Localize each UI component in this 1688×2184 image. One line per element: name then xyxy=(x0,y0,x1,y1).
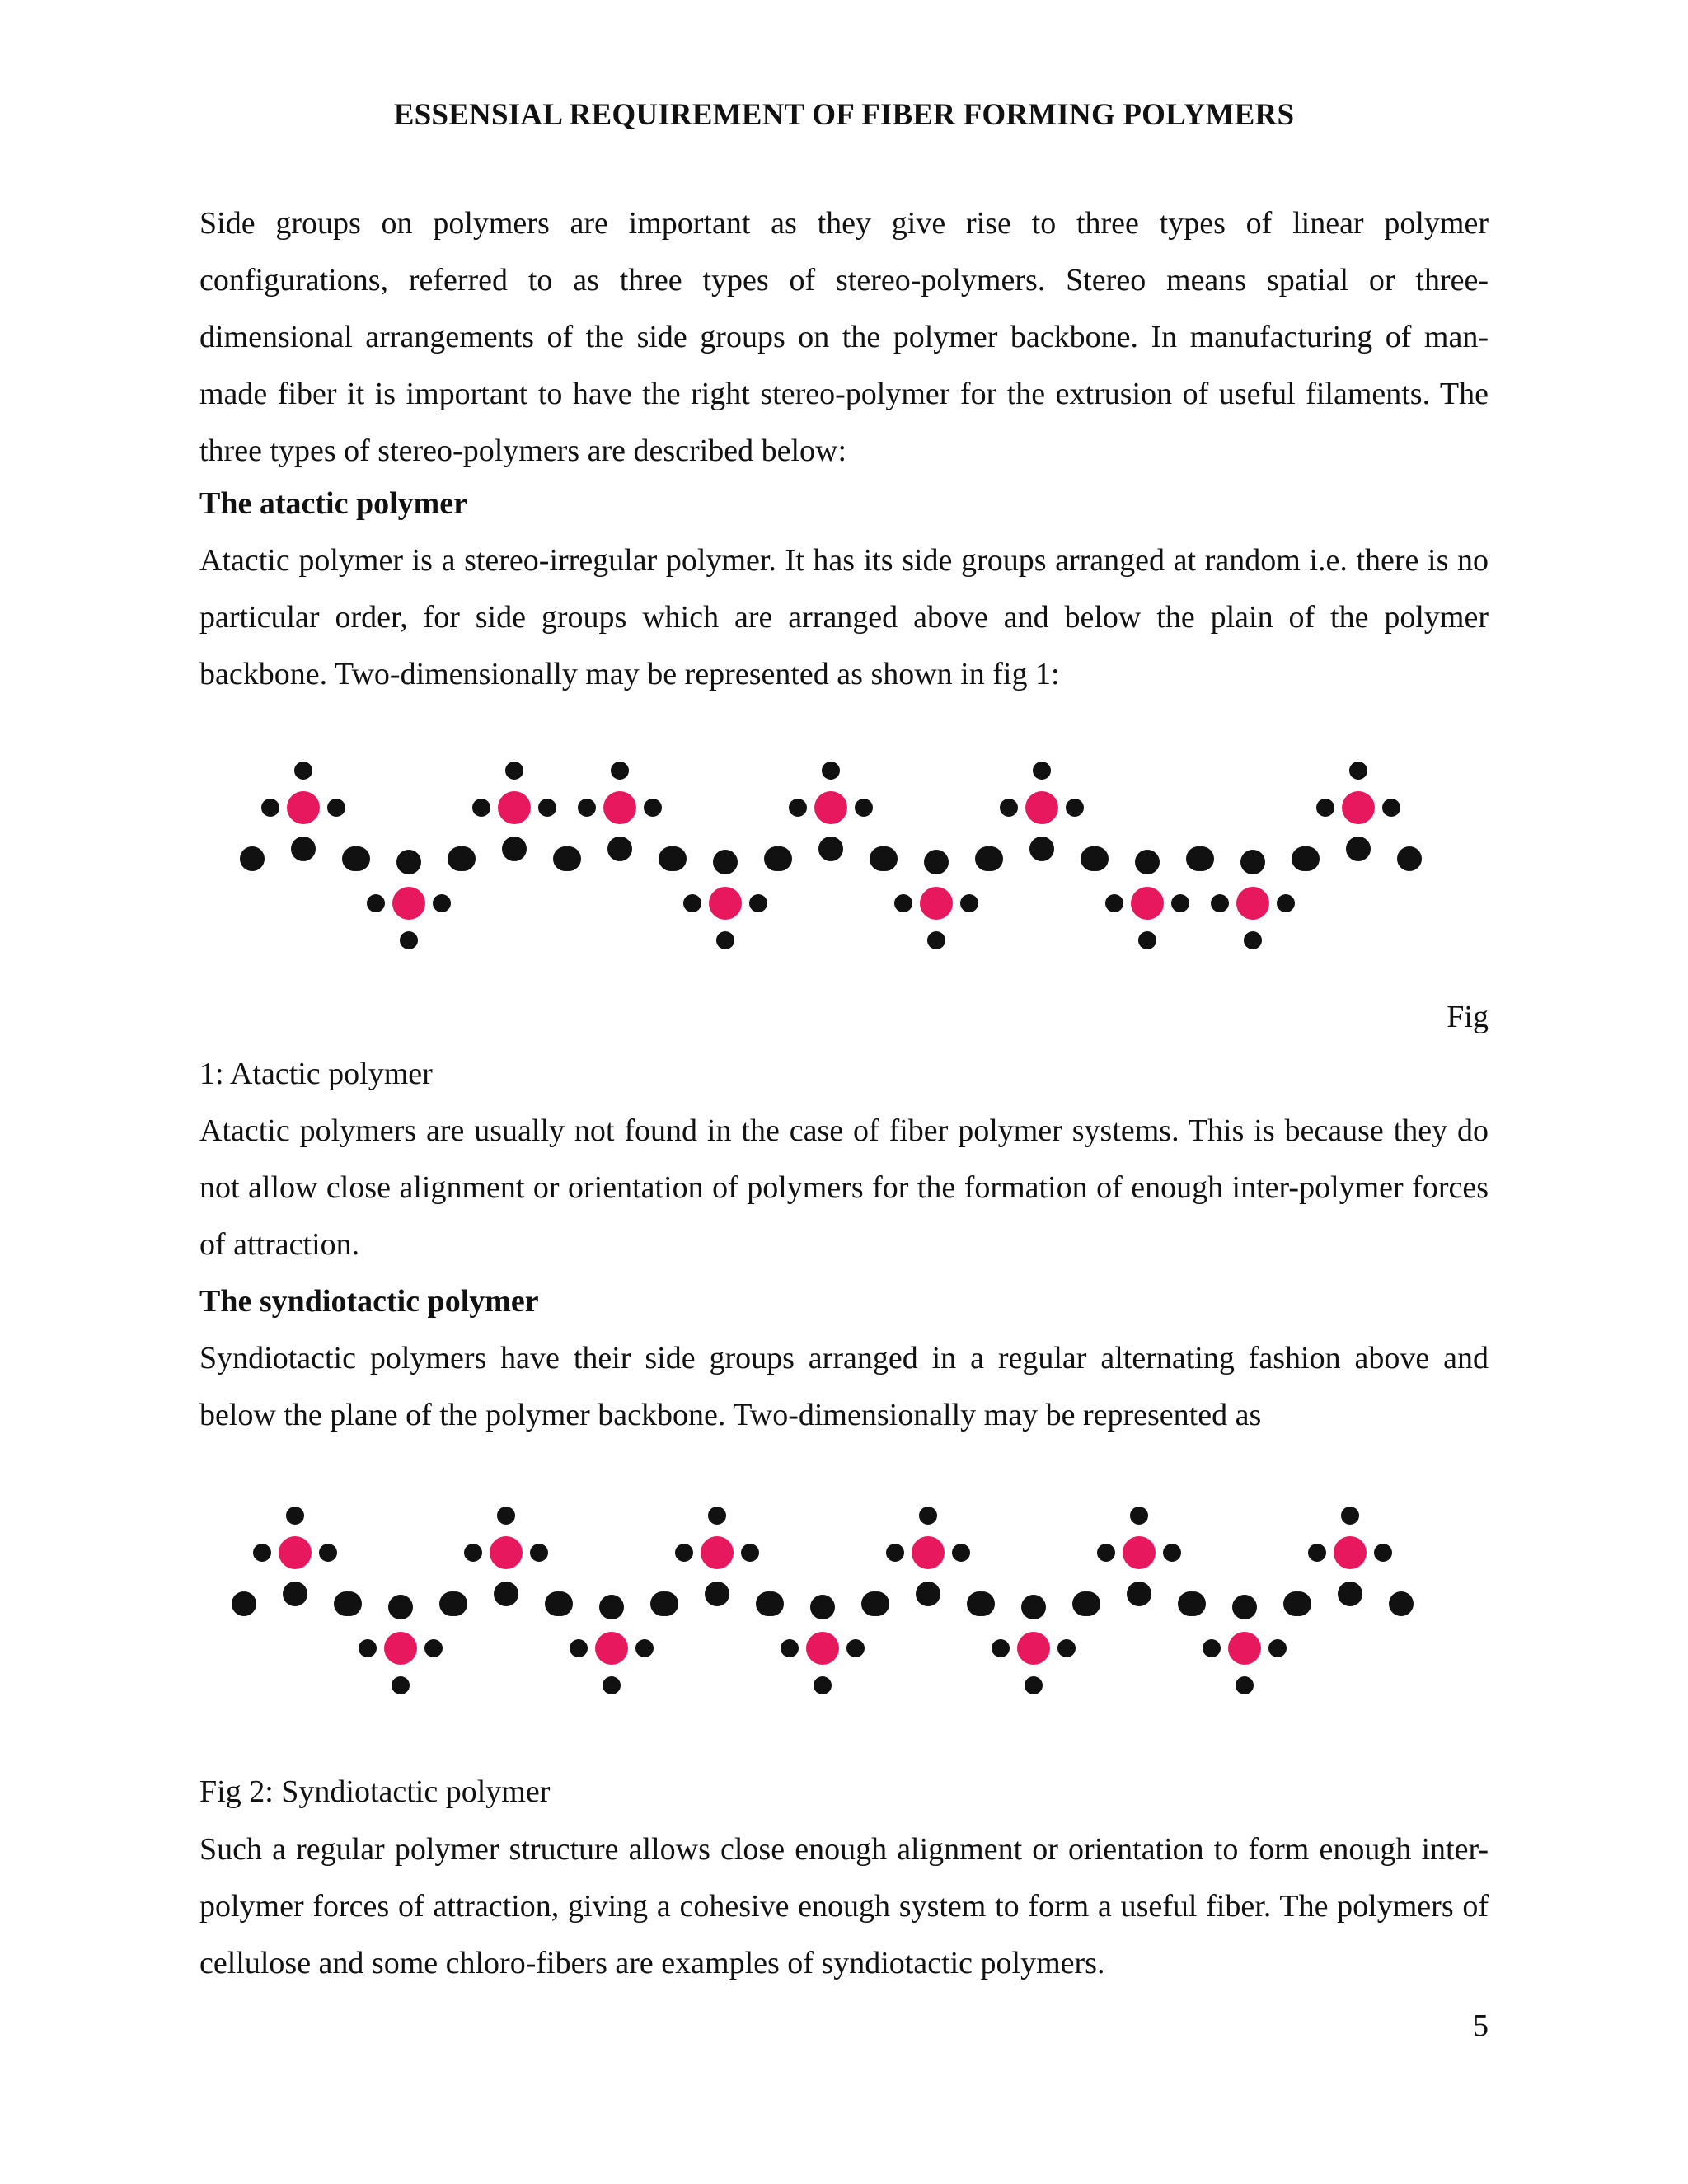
side-group-hydrogen xyxy=(424,1639,443,1657)
side-group-hydrogen xyxy=(919,1507,937,1525)
backbone-atom xyxy=(1346,837,1371,861)
page-title: ESSENSIAL REQUIREMENT OF FIBER FORMING POLYMERS xyxy=(393,98,1295,132)
side-group-hydrogen xyxy=(319,1544,337,1562)
backbone-atom xyxy=(970,1591,995,1616)
backbone-atom xyxy=(396,850,421,874)
side-group-hydrogen xyxy=(992,1639,1010,1657)
backbone-atom xyxy=(759,1591,784,1616)
side-group-hydrogen xyxy=(822,762,840,780)
backbone-atom xyxy=(451,846,476,871)
backbone-atom xyxy=(599,1595,624,1619)
figure-syndiotactic xyxy=(206,1492,1484,1706)
side-group-hydrogen xyxy=(1163,1544,1181,1562)
backbone-atom xyxy=(1084,846,1109,871)
backbone-atom xyxy=(705,1582,729,1606)
side-group-hydrogen xyxy=(886,1544,904,1562)
atactic-polymer-diagram xyxy=(206,742,1484,964)
backbone-atom xyxy=(924,850,949,874)
side-group-hydrogen xyxy=(927,931,945,949)
side-group-atom xyxy=(912,1536,945,1569)
backbone-atom xyxy=(1076,1591,1100,1616)
atactic-paragraph: Atactic polymer is a stereo-irregular polymer. It has its side groups arranged at random i.e. there is no particular order, for side groups which are arranged above and below the plain of the polymer backbone. Two-dimensionally may be represented as shown in fig 1: xyxy=(199,543,1489,691)
side-group-hydrogen xyxy=(1349,762,1367,780)
side-group-hydrogen xyxy=(1097,1544,1115,1562)
backbone-atom xyxy=(1127,1582,1151,1606)
side-group-hydrogen xyxy=(367,894,385,912)
side-group-hydrogen xyxy=(1244,931,1262,949)
side-group-atom xyxy=(709,887,742,920)
side-group-hydrogen xyxy=(1203,1639,1221,1657)
side-group-hydrogen xyxy=(960,894,978,912)
side-group-hydrogen xyxy=(814,1676,832,1694)
side-group-hydrogen xyxy=(1000,799,1018,817)
side-group-hydrogen xyxy=(294,762,312,780)
backbone-atom xyxy=(345,846,370,871)
backbone-atom xyxy=(810,1595,835,1619)
side-group-hydrogen xyxy=(578,799,596,817)
side-group-atom xyxy=(1342,791,1375,824)
side-group-hydrogen xyxy=(472,799,490,817)
side-group-hydrogen xyxy=(464,1544,482,1562)
side-group-hydrogen xyxy=(894,894,912,912)
backbone-atom xyxy=(494,1582,518,1606)
side-group-hydrogen xyxy=(789,799,807,817)
side-group-atom xyxy=(814,791,847,824)
side-group-hydrogen xyxy=(1057,1639,1076,1657)
backbone-atom xyxy=(654,1591,678,1616)
backbone-atom xyxy=(607,837,632,861)
side-group-hydrogen xyxy=(286,1507,304,1525)
side-group-hydrogen xyxy=(603,1676,621,1694)
side-group-hydrogen xyxy=(708,1507,726,1525)
backbone-atom xyxy=(1295,846,1320,871)
atactic-heading: The atactic polymer xyxy=(199,486,468,521)
side-group-hydrogen xyxy=(749,894,767,912)
side-group-hydrogen xyxy=(1268,1639,1287,1657)
side-group-hydrogen xyxy=(497,1507,515,1525)
backbone-atom xyxy=(978,846,1003,871)
backbone-atom xyxy=(1397,846,1422,871)
side-group-hydrogen xyxy=(261,799,279,817)
side-group-atom xyxy=(490,1536,523,1569)
side-group-atom xyxy=(1123,1536,1156,1569)
side-group-hydrogen xyxy=(253,1544,271,1562)
backbone-atom xyxy=(1240,850,1265,874)
backbone-atom xyxy=(283,1582,307,1606)
fig1-caption-line1: Fig xyxy=(1447,1000,1489,1034)
side-group-atom xyxy=(603,791,636,824)
side-group-atom xyxy=(498,791,531,824)
fig2-caption: Fig 2: Syndiotactic polymer xyxy=(199,1774,551,1809)
backbone-atom xyxy=(1021,1595,1046,1619)
side-group-hydrogen xyxy=(433,894,451,912)
side-group-hydrogen xyxy=(1033,762,1051,780)
side-group-atom xyxy=(1017,1632,1050,1665)
backbone-atom xyxy=(1181,1591,1206,1616)
side-group-hydrogen xyxy=(644,799,662,817)
atactic-note-paragraph: Atactic polymers are usually not found in the case of fiber polymer systems. This is because they do not allow close alignment or orientation of polymers for the formation of enough inter-polymer forces of attraction. xyxy=(199,1113,1489,1262)
side-group-atom xyxy=(806,1632,839,1665)
side-group-hydrogen xyxy=(1308,1544,1326,1562)
side-group-hydrogen xyxy=(1341,1507,1359,1525)
side-group-atom xyxy=(1228,1632,1261,1665)
backbone-atom xyxy=(337,1591,362,1616)
backbone-atom xyxy=(232,1591,256,1616)
backbone-atom xyxy=(713,850,738,874)
side-group-hydrogen xyxy=(400,931,418,949)
side-group-hydrogen xyxy=(1130,1507,1148,1525)
side-group-atom xyxy=(1236,887,1269,920)
side-group-hydrogen xyxy=(1138,931,1156,949)
side-group-atom xyxy=(595,1632,628,1665)
side-group-hydrogen xyxy=(1211,894,1229,912)
side-group-hydrogen xyxy=(505,762,523,780)
side-group-hydrogen xyxy=(781,1639,799,1657)
backbone-atom xyxy=(556,846,581,871)
side-group-hydrogen xyxy=(327,799,345,817)
side-group-hydrogen xyxy=(1277,894,1295,912)
page-number: 5 xyxy=(1473,2008,1489,2043)
side-group-atom xyxy=(384,1632,417,1665)
intro-paragraph: Side groups on polymers are important as they give rise to three types of linear polymer configurations, referred to as three types of stereo-polymers. Stereo means spatial or three-dimensional arrangements of the side groups on the polymer backbone. In manufacturing of man-made fiber it is important to have the right stereo-polymer for the extrusion of useful filaments. The three types of stereo-polymers are described below: xyxy=(199,206,1489,468)
side-group-hydrogen xyxy=(611,762,629,780)
backbone-atom xyxy=(1338,1582,1362,1606)
backbone-atom xyxy=(1287,1591,1311,1616)
side-group-hydrogen xyxy=(359,1639,377,1657)
backbone-atom xyxy=(1389,1591,1414,1616)
side-group-atom xyxy=(279,1536,312,1569)
side-group-hydrogen xyxy=(952,1544,970,1562)
backbone-atom xyxy=(548,1591,573,1616)
backbone-atom xyxy=(662,846,687,871)
side-group-hydrogen xyxy=(716,931,734,949)
syndiotactic-polymer-diagram xyxy=(206,1492,1484,1706)
backbone-atom xyxy=(1189,846,1214,871)
figure-atactic xyxy=(206,742,1484,964)
side-group-hydrogen xyxy=(846,1639,865,1657)
backbone-atom xyxy=(388,1595,413,1619)
backbone-atom xyxy=(502,837,527,861)
side-group-hydrogen xyxy=(675,1544,693,1562)
side-group-atom xyxy=(392,887,425,920)
side-group-hydrogen xyxy=(1382,799,1400,817)
side-group-hydrogen xyxy=(635,1639,654,1657)
side-group-hydrogen xyxy=(570,1639,588,1657)
syndiotactic-paragraph: Syndiotactic polymers have their side groups arranged in a regular alternating fashion above and below the plane of the polymer backbone. Two-dimensionally may be represented as xyxy=(199,1341,1489,1432)
side-group-hydrogen xyxy=(1171,894,1189,912)
side-group-hydrogen xyxy=(683,894,701,912)
side-group-hydrogen xyxy=(1316,799,1334,817)
backbone-atom xyxy=(1232,1595,1257,1619)
side-group-atom xyxy=(287,791,320,824)
side-group-hydrogen xyxy=(1236,1676,1254,1694)
backbone-atom xyxy=(1135,850,1160,874)
backbone-atom xyxy=(240,846,265,871)
backbone-atom xyxy=(916,1582,940,1606)
side-group-atom xyxy=(1025,791,1058,824)
side-group-hydrogen xyxy=(392,1676,410,1694)
side-group-hydrogen xyxy=(1374,1544,1392,1562)
side-group-hydrogen xyxy=(855,799,873,817)
side-group-hydrogen xyxy=(741,1544,759,1562)
side-group-atom xyxy=(920,887,953,920)
side-group-atom xyxy=(1334,1536,1367,1569)
backbone-atom xyxy=(865,1591,889,1616)
backbone-atom xyxy=(291,837,316,861)
backbone-atom xyxy=(1029,837,1054,861)
syndiotactic-note-paragraph: Such a regular polymer structure allows close enough alignment or orientation to form enough inter-polymer forces of attraction, giving a cohesive enough system to form a useful fiber. The polymers of cellulose and some chloro-fibers are examples of syndiotactic polymers. xyxy=(199,1832,1489,1980)
syndiotactic-heading: The syndiotactic polymer xyxy=(199,1284,539,1319)
side-group-hydrogen xyxy=(538,799,556,817)
side-group-hydrogen xyxy=(530,1544,548,1562)
backbone-atom xyxy=(767,846,792,871)
fig1-caption-line2: 1: Atactic polymer xyxy=(199,1057,433,1091)
side-group-hydrogen xyxy=(1105,894,1123,912)
side-group-hydrogen xyxy=(1025,1676,1043,1694)
backbone-atom xyxy=(873,846,898,871)
side-group-hydrogen xyxy=(1066,799,1084,817)
backbone-atom xyxy=(443,1591,467,1616)
side-group-atom xyxy=(1131,887,1164,920)
side-group-atom xyxy=(701,1536,734,1569)
backbone-atom xyxy=(818,837,843,861)
